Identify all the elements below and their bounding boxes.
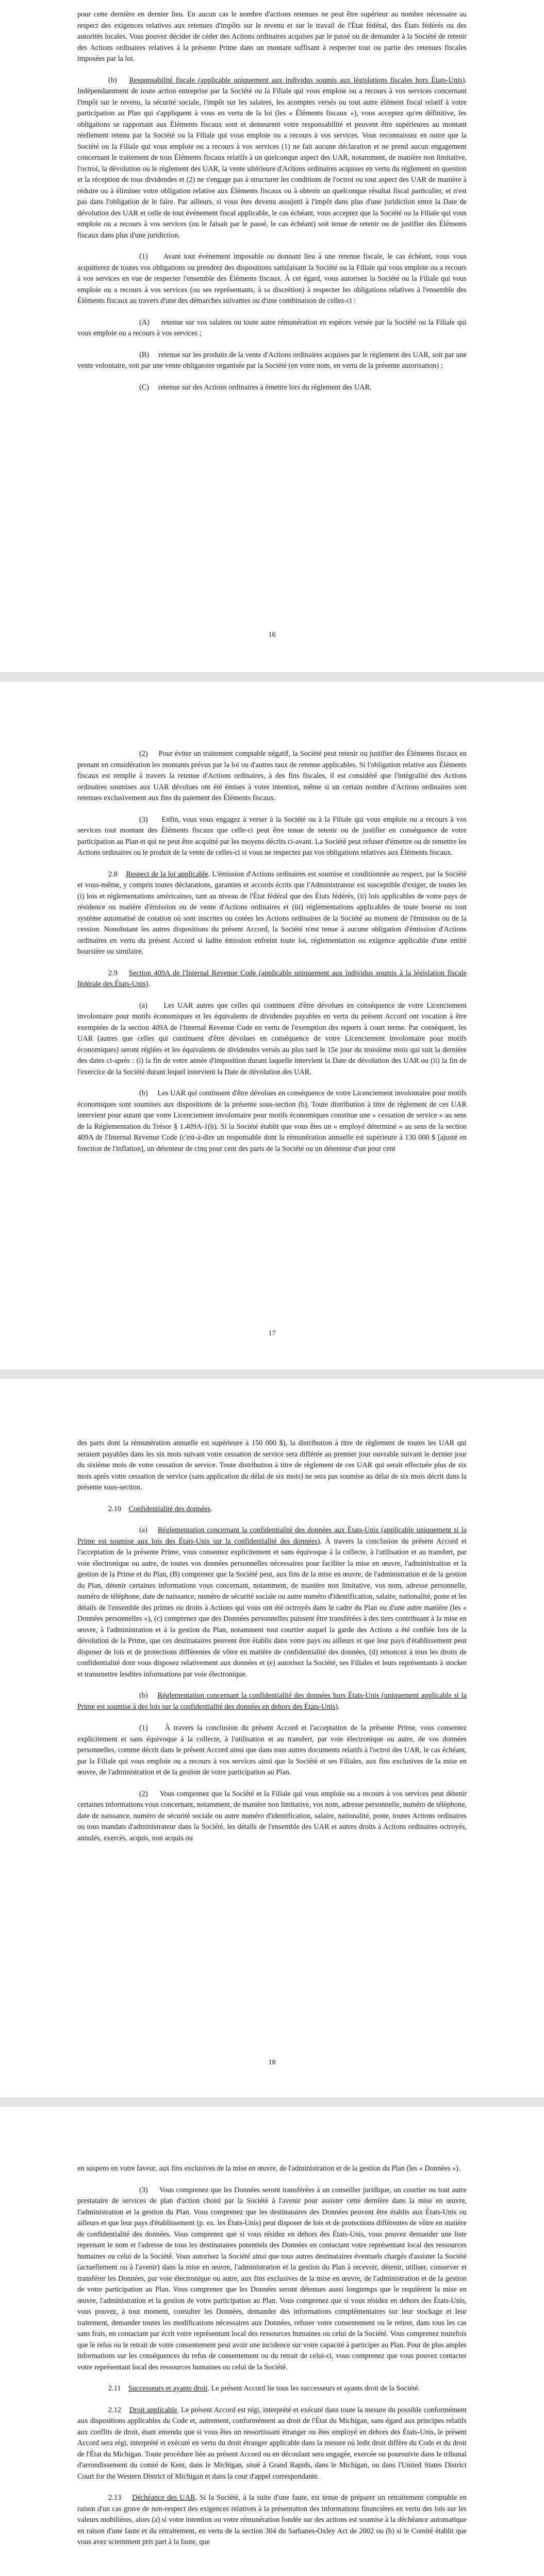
paragraph: (B) retenue sur les produits de la vente d'Actions ordinaires acquises par le règlement des UAR, soit par une vente volontaire, soit par une vente obligatoire organisée par la Société (en votre nom, en vertu de la présente autorisation) ; (77, 350, 467, 370)
paragraph: (b) Responsabilité fiscale (applicable uniquement aux individus soumis aux législations fiscales hors États-Unis). Indépendamment de toute action entreprise par la Société ou la Filiale qui vous emploie ou a recours à vos services concernant l'impôt sur le revenu, la sécurité sociale, l'impôt sur les salaires, les acomptes versés ou tout autre élément fiscal relatif à votre participation au Plan qui s'appliquent à vous en vertu de la loi (les « Éléments fiscaux »), vous acceptez qu'en définitive, les obligations se rapportant aux Éléments fiscaux sont et demeurent votre responsabilité et peuvent être supérieures au montant réellement retenu par la Société ou la Filiale qui vous emploie ou a recours à vos services. Vous reconnaissez en outre que la Société ou la Filiale qui vous emploie ou a recours à vos services (1) ne fait aucune déclaration et ne prend aucun engagement concernant le traitement de tous Éléments fiscaux relatifs à un quelconque aspect des UAR, notamment, de manière non limitative, l'octroi, la dévolution ou le règlement des UAR, la vente ultérieure d'Actions ordinaires acquises en vertu du règlement en question et la réception de tous dividendes et (2) ne s'engage pas à structurer les conditions de l'octroi ou tout aspect des UAR de manière à réduire ou à éliminer votre obligation relative aux Éléments fiscaux ou à obtenir un quelconque résultat fiscal particulier, et n'est pas dans l'obligation de le faire. Par ailleurs, si vous êtes devenu assujetti à l'impôt dans plus d'une juridiction entre la Date de dévolution des UAR et celle de tout événement fiscal applicable, le cas échéant, vous acceptez que la Société ou la Filiale qui vous emploie ou a recours à vos services (ou le faisait par le passé, le cas échéant) soit tenue de retenir ou de justifier des Éléments fiscaux dans plus d'une juridiction. (77, 76, 467, 240)
page-gap (0, 1369, 544, 1379)
section-heading: Confidentialité des données (128, 1504, 211, 1513)
page-17-body (77, 749, 467, 1165)
section-heading: Réglementation concernant la confidentialité des données hors États-Unis (uniquement applicable si la Prime est soumise à des lois sur la confidentialité des données en dehors des États-Unis) (77, 1691, 467, 1711)
paragraph: (1) À travers la conclusion du présent Accord et l'acceptation de la présente Prime, vous consentez explicitement et sans équivoque à la collecte, à l'utilisation et au transfert, par voie électronique ou autre, de vos données personnelles, comme décrit dans le présent Accord ainsi que dans tous autres documents relatifs à l'octroi des UAR, le cas échéant, par la Filiale qui vous emploie ou a recours à vos services ainsi que la Société et ses Filiales, aux fins exclusives de la mise en œuvre, de l'administration et de la gestion de votre participation au Plan. (77, 1724, 467, 1776)
paragraph: (3) Enfin, vous vous engagez à verser à la Société ou à la Filiale qui vous emploie ou a recours à vos services tout montant des Éléments fiscaux que celle-ci peut être tenue de retenir ou de justifier en conséquence de votre participation au Plan et qui ne peut être acquitté par les moyens décrits ci-avant. La Société peut refuser d'émettre ou de remettre les Actions ordinaires ou le produit de la vente de celles-ci si vous ne respectez pas vos obligations relatives aux Éléments fiscaux. (77, 815, 467, 857)
paragraph: 2.9 Section 409A de l'Internal Revenue Code (applicable uniquement aux individus soumis à la législation fiscale fédérale des États-Unis). (77, 969, 467, 988)
section-heading: Successeurs et ayants droit (128, 2384, 208, 2393)
paragraph: (2) Vous comprenez que la Société et la Filiale qui vous emploie ou a recours à vos services peut détenir certaines informations vous concernant, notamment, de manière non limitative, vos nom, adresse personnelle, numéro de téléphone, date de naissance, numéro de sécurité sociale ou autre numéro d'identification, salaire, nationalité, poste, toutes Actions ordinaires ou tous mandats d'administrateur dans la Société, les détails de l'ensemble des UAR et autres droits à Actions ordinaires octroyés, annulés, exercés, acquis, non acquis ou (77, 1789, 467, 1842)
page-number: 17 (268, 1330, 276, 1337)
page-gap (0, 672, 544, 682)
paragraph: des parts dont la rémunération annuelle est supérieure à 150 000 $), la distribution à titre de règlement de toutes les UAR qui seraient payables dans les six mois suivant votre cessation de service sera différée au premier jour ouvrable suivant le dernier jour du sixième mois de votre cessation de service. Toute distribution à titre de règlement de ces UAR qui serait effectuée plus de six mois après votre cessation de service (sans application du délai de six mois) ne sera pas soumise au délai de six mois décrit dans la présente sous-section. (77, 1439, 467, 1492)
paragraph: 2.11 Successeurs et ayants droit. Le présent Accord lie tous les successeurs et ayants droit de la Société. (108, 2384, 420, 2393)
paragraph: (b) Les UAR qui continuent d'être dévolues en conséquence de votre Licenciement involontaire pour motifs économiques sont soumises aux dispositions de la présente sous-section (b). Toute distribution à titre de règlement de ces UAR intervient pour autant que votre Licenciement involontaire pour motifs économiques constitue une « cessation de service » au sens de la Réglementation du Trésor § 1.409A-1(h). Si la Société établit que vous êtes un « employé déterminé » au sens de la section 409A de l'Internal Revenue Code (c'est-à-dire un responsable dont la rémunération annuelle est supérieure à 130 000 $ [ajusté en fonction de l'inflation], un détenteur de cinq pour cent des parts de la Société ou un détenteur d'un pour cent (77, 1089, 467, 1153)
paragraph: 2.12 Droit applicable. Le présent Accord est régi, interprété et exécuté dans toute la mesure du possible conformément aux dispositions applicables du Code et, autrement, conformément au droit de l'État du Michigan, sans égard aux principes relatifs aux conflits de droit, étant entendu que si vous êtes un ressortissant étranger ou êtes employé en dehors des États-Unis, le présent Accord sera régi, interprété et exécuté en vertu du droit étranger applicable dans la mesure où ledit droit diffère du Code et du droit de l'État du Michigan. Toute procédure liée au présent Accord ou en découlant sera engagée, exercée ou poursuivie dans le tribunal d'arrondissement du comté de Kent, dans le Michigan, situé à Grand Rapids, dans le Michigan, ou dans l'United States District Court for the Western District of Michigan et dans la cour d'appel correspondante. (77, 2405, 467, 2481)
document-page-18 (0, 1379, 544, 2097)
paragraph: (3) Vous comprenez que les Données seront transférées à un conseiller juridique, un courtier ou tout autre prestataire de services de plan d'action choisi par la Société à l'avenir pour assister cette dernière dans la mise en œuvre, l'administration et la gestion du Plan. Vous comprenez que les destinataires des Données peuvent être établis aux États-Unis ou ailleurs et que leur pays d'établissement (p. ex. les États-Unis) peut disposer de lois et de protections différentes de vôtre en matière de confidentialité des données. Vous comprenez que si vous résidez en dehors des États-Unis, vous pouvez demander une liste reprenant le nom et l'adresse de tous les destinataires potentiels des Données en contactant votre représentant local des ressources humaines ou celui de la Société. Vous autorisez la Société ainsi que tous autres destinataires éventuels chargés d'assister la Société (actuellement ou à l'avenir) dans la mise en œuvre, l'administration et la gestion du Plan à recevoir, détenir, utiliser, conserver et transférer les Données, par voie électronique ou autre, aux fins exclusives de la mise en œuvre, de l'administration et de la gestion de votre participation au Plan. Vous comprenez que les Données seront détenues aussi longtemps que le requièrent la mise en œuvre, l'administration et la gestion de votre participation au Plan. Vous comprenez que si vous résidez en dehors des États-Unis, vous pouvez, à tout moment, consulter les Données, demander des informations complémentaires sur leur stockage et leur traitement, demander toutes les modifications nécessaires aux Données, refuser votre consentement ou le retirer, dans tous les cas sans frais, en contactant par écrit votre représentant local des ressources humaines ou celui de la Société. Vous comprenez toutefois que le refus ou le retrait de votre consentement peut avoir une incidence sur votre capacité à participer au Plan. Pour de plus amples informations sur les conséquences du refus de consentement ou du retrait de celui-ci, vous comprenez que vous pouvez contacter votre représentant local des ressources humaines ou celui de la Société. (77, 2185, 467, 2371)
page-gap (0, 2097, 544, 2107)
paragraph: (C) retenue sur des Actions ordinaires à émettre lors du règlement des UAR. (139, 383, 372, 392)
section-heading: Section 409A de l'Internal Revenue Code (applicable uniquement aux individus soumis à la législation fiscale fédérale des États-Unis) (77, 969, 467, 988)
paragraph: (a) Les UAR autres que celles qui continuent d'être dévolues en conséquence de votre Licenciement involontaire pour motifs économiques et les équivalents de dividendes payables en vertu du présent Accord ont vocation à être exemptées de la section 409A de l'Internal Revenue Code en vertu de l'exemption des reports à court terme. Par conséquent, les UAR (autres que celles qui continuent d'être dévolues en conséquence de votre Licenciement involontaire pour motifs économiques) seront réglées et les équivalents de dividendes versés au plus tard le 15e jour du troisième mois qui suit la dernière des dates ci-après : (i) la fin de votre année d'imposition durant laquelle intervient la Date de dévolution des UAR ou (ii) la fin de l'exercice de la Société durant lequel intervient la Date de dévolution des UAR. (77, 1001, 467, 1076)
paragraph: 2.13 Déchéance des UAR. Si la Société, à la suite d'une faute, est tenue de préparer un retraitement comptable en raison d'un cas grave de non-respect des exigences relatives à la présentation des informations financières en vertu des lois sur les valeurs mobilières, alors (a) si votre intention ou votre rémunération fondée sur des actions est soumise à la déchéance automatique en raison d'une faute et du retraitement, en vertu de la section 304 du Sarbanes-Oxley Act de 2002 ou (b) si le Comité établit que vous avez sciemment pris part à la faute, que (77, 2494, 467, 2546)
paragraph: (a) Réglementation concernant la confidentialité des données aux États-Unis (applicable uniquement si la Prime est soumise aux lois des États-Unis sur la confidentialité des données). À travers la conclusion du présent Accord et l'acceptation de la présente Prime, vous consentez explicitement et sans équivoque à la collecte, à l'utilisation et au transfert, par voie électronique ou autre, de toutes vos données personnelles nécessaires pour faciliter la mise en œuvre, l'administration et la gestion de la Prime et du Plan, (B) comprenez que la Société peut, aux fins de la mise en œuvre, de l'administration et de la gestion du Plan, détenir certaines informations vous concernant, notamment, de manière non limitative, vos nom, adresse personnelle, numéro de téléphone, date de naissance, numéro de sécurité sociale ou autre numéro d'identification, salaire, nationalité, poste et les détails de l'ensemble des primes ou droits à Actions qui vous ont été octroyés dans le cadre du Plan ou d'une autre manière (les « Données personnelles »), (c) comprenez que des Données personnelles puissent être transférées à des tiers contribuant à la mise en œuvre, à l'administration et à la gestion du Plan, notamment tout courtier auquel la garde des Actions a été confiée lors de la dévolution de la Prime, que ces destinataires peuvent être établis dans votre pays ou ailleurs et que leur pays d'établissement peut disposer de lois et de protections différentes de vôtre en matière de confidentialité des données, (d) renoncez à tous les droits de confidentialité dont vous disposez relativement aux données et (e) autorisez la Société, ses Filiales et leurs représentants à stocker et transmettre lesdites informations par voie électronique. (77, 1526, 467, 1679)
document-page-16 (0, 0, 544, 672)
page-16-body (77, 9, 467, 403)
paragraph: (2) Pour éviter un traitement comptable négatif, la Société peut retenir ou justifier des Éléments fiscaux en prenant en considération les montants prévus par la loi ou d'autres taux de retenue applicables. Si l'obligation relative aux Éléments fiscaux est remplie à travers la retenue d'Actions ordinaires, à des fins fiscales, il est considéré que l'intégralité des Actions ordinaires soumises aux UAR dévolues ont été émises à votre intention, même si un certain nombre d'Actions ordinaires sont retenues exclusivement aux fins du paiement des Éléments fiscaux. (77, 750, 467, 802)
page-18-body (77, 1438, 467, 1854)
section-heading: Responsabilité fiscale (applicable uniquement aux individus soumis aux législations fiscales hors États-Unis) (129, 76, 465, 84)
section-heading: Respect de la loi applicable (126, 870, 208, 878)
page-number: 18 (268, 2059, 276, 2066)
document-page-19 (0, 2107, 544, 2576)
section-heading: Réglementation concernant la confidentialité des données aux États-Unis (applicable uniquement si la Prime est soumise aux lois des États-Unis sur la confidentialité des données) (77, 1526, 467, 1546)
paragraph: en suspens en votre faveur, aux fins exclusives de la mise en œuvre, de l'administration et de la gestion du Plan (les « Données »). (77, 2164, 460, 2173)
section-heading: Déchéance des UAR (132, 2494, 195, 2502)
paragraph: (b) Réglementation concernant la confidentialité des données hors États-Unis (uniquement applicable si la Prime est soumise à des lois sur la confidentialité des données en dehors des États-Unis). (77, 1691, 467, 1711)
paragraph: (1) Avant tout événement imposable ou donnant lieu à une retenue fiscale, le cas échéant, vous vous acquitterez de toutes vos obligations ou prendrez des dispositions satisfaisant la Société ou la Filiale qui vous emploie ou a recours à vos services en vue de respecter l'ensemble des Éléments fiscaux. À cet égard, vous autorisez la Société ou la Filiale qui vous emploie ou a recours à vos services (ou ses représentants, à sa discrétion) à respecter les obligations relatives à l'ensemble des Éléments fiscaux au travers d'une des démarches suivantes ou d'une combinaison de celles-ci : (77, 252, 467, 305)
paragraph: pour cette dernière en dernier lieu. En aucun cas le nombre d'actions retenues ne peut être supérieur au nombre nécessaire au respect des exigences relatives aux retenues d'impôts sur le revenu et sur le travail de l'État fédéral, des États fédérés ou des autorités locales. Vous pouvez décider de céder des Actions ordinaires acquises par le passé ou de demander à la Société de retenir des Actions ordinaires relatives à la présente Prime dans un montant suffisant à respecter tout ou partie des retenues fiscales imposées par la loi. (77, 10, 467, 63)
page-number: 16 (268, 631, 276, 639)
paragraph: (A) retenue sur vos salaires ou toute autre rémunération en espèces versée par la Société ou la Filiale qui vous emploie ou a recours à vos services ; (77, 318, 467, 337)
paragraph: 2.8 Respect de la loi applicable. L'émission d'Actions ordinaires est soumise et conditionnée au respect, par la Société et vous-même, y compris toutes déclarations, garanties et accords écrits que l'Administrateur est susceptible d'exiger, de toutes les (i) lois et réglementations américaines, tant au niveau de l'État fédéral que des États fédérés, (ii) lois applicables de votre pays de résidence ou matière d'émission ou de vente d'Actions ordinaires et (iii) réglementations applicables de toute bourse ou tout système automatisé de cotation où sont inscrites ou cotées les Actions ordinaires de la Société au moment de l'émission ou de la cession. Nonobstant les autres dispositions du présent Accord, la Société n'est tenue à aucune obligation d'émission d'Actions ordinaires en vertu du présent Accord si ladite émission enfreint toute loi, réglementation ou exigence applicable d'une entité boursière ou similaire. (77, 870, 467, 956)
section-heading: Droit applicable (129, 2405, 177, 2414)
page-19-body (77, 2163, 467, 2558)
paragraph: 2.10 Confidentialité des données. (108, 1504, 212, 1513)
document-page-17 (0, 682, 544, 1369)
